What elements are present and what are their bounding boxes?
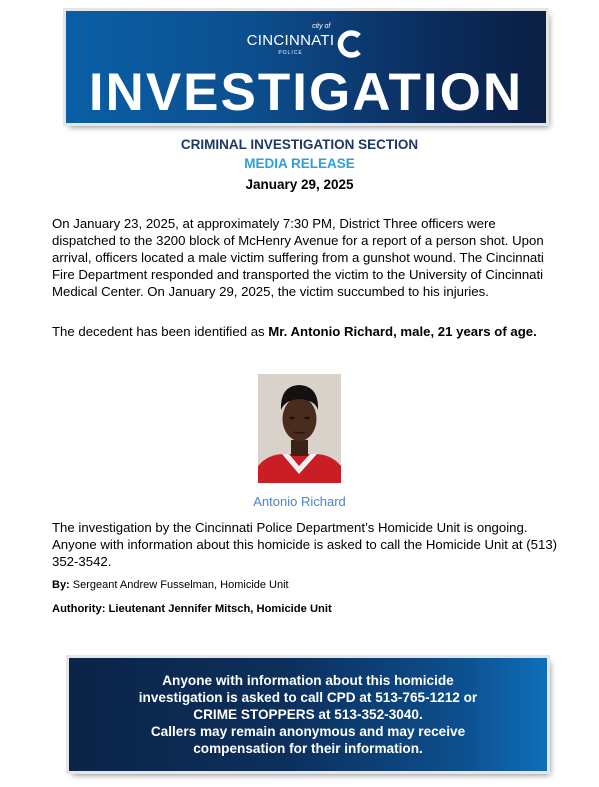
- logo-city-name: CINCINNATI: [246, 32, 335, 49]
- photo-caption: Antonio Richard: [253, 494, 346, 509]
- decedent-identity: Mr. Antonio Richard, male, 21 years of age.: [268, 324, 537, 339]
- cincinnati-c-icon: [337, 30, 365, 58]
- logo-city-of: city of: [312, 23, 331, 30]
- notice-line: investigation is asked to call CPD at 513-765-1212 or: [138, 690, 478, 705]
- byline-label: By:: [52, 579, 70, 591]
- decedent-paragraph: [52, 323, 562, 340]
- victim-photo: [258, 374, 341, 483]
- notice-line: Anyone with information about this homicide: [162, 673, 454, 688]
- investigation-paragraph: The investigation by the Cincinnati Police Department’s Homicide Unit is ongoing. Anyone with information about this homicide is asked to call the Homicide Unit at (513) 352-3542.: [52, 520, 558, 569]
- section-title: CRIMINAL INVESTIGATION SECTION: [180, 137, 419, 152]
- logo-police: POLICE: [278, 50, 303, 56]
- authority-line: Authority: Lieutenant Jennifer Mitsch, Homicide Unit: [52, 603, 332, 615]
- tip-line-notice: [69, 658, 547, 771]
- byline: [52, 579, 289, 591]
- byline-author: Sergeant Andrew Fusselman, Homicide Unit: [69, 579, 289, 591]
- banner-title: INVESTIGATION: [88, 63, 524, 122]
- notice-line: Callers may remain anonymous and may receive: [150, 724, 466, 739]
- incident-paragraph: On January 23, 2025, at approximately 7:30 PM, District Three officers were dispatched to the 3200 block of McHenry Avenue for a report of a person shot. Upon arrival, officers located a male victim suffering from a gunshot wound. The Cincinnati Fire Department responded and transported the victim to the University of Cincinnati Medical Center. On January 29, 2025, the victim succumbed to his injuries.: [52, 216, 544, 299]
- decedent-intro: The decedent has been identified as: [52, 324, 269, 339]
- cincinnati-police-logo: [66, 24, 546, 64]
- release-date: January 29, 2025: [245, 177, 354, 192]
- investigation-banner: [66, 11, 546, 123]
- notice-line: compensation for their information.: [193, 741, 423, 756]
- release-label: MEDIA RELEASE: [244, 156, 355, 171]
- notice-line: CRIME STOPPERS at 513-352-3040.: [193, 707, 423, 722]
